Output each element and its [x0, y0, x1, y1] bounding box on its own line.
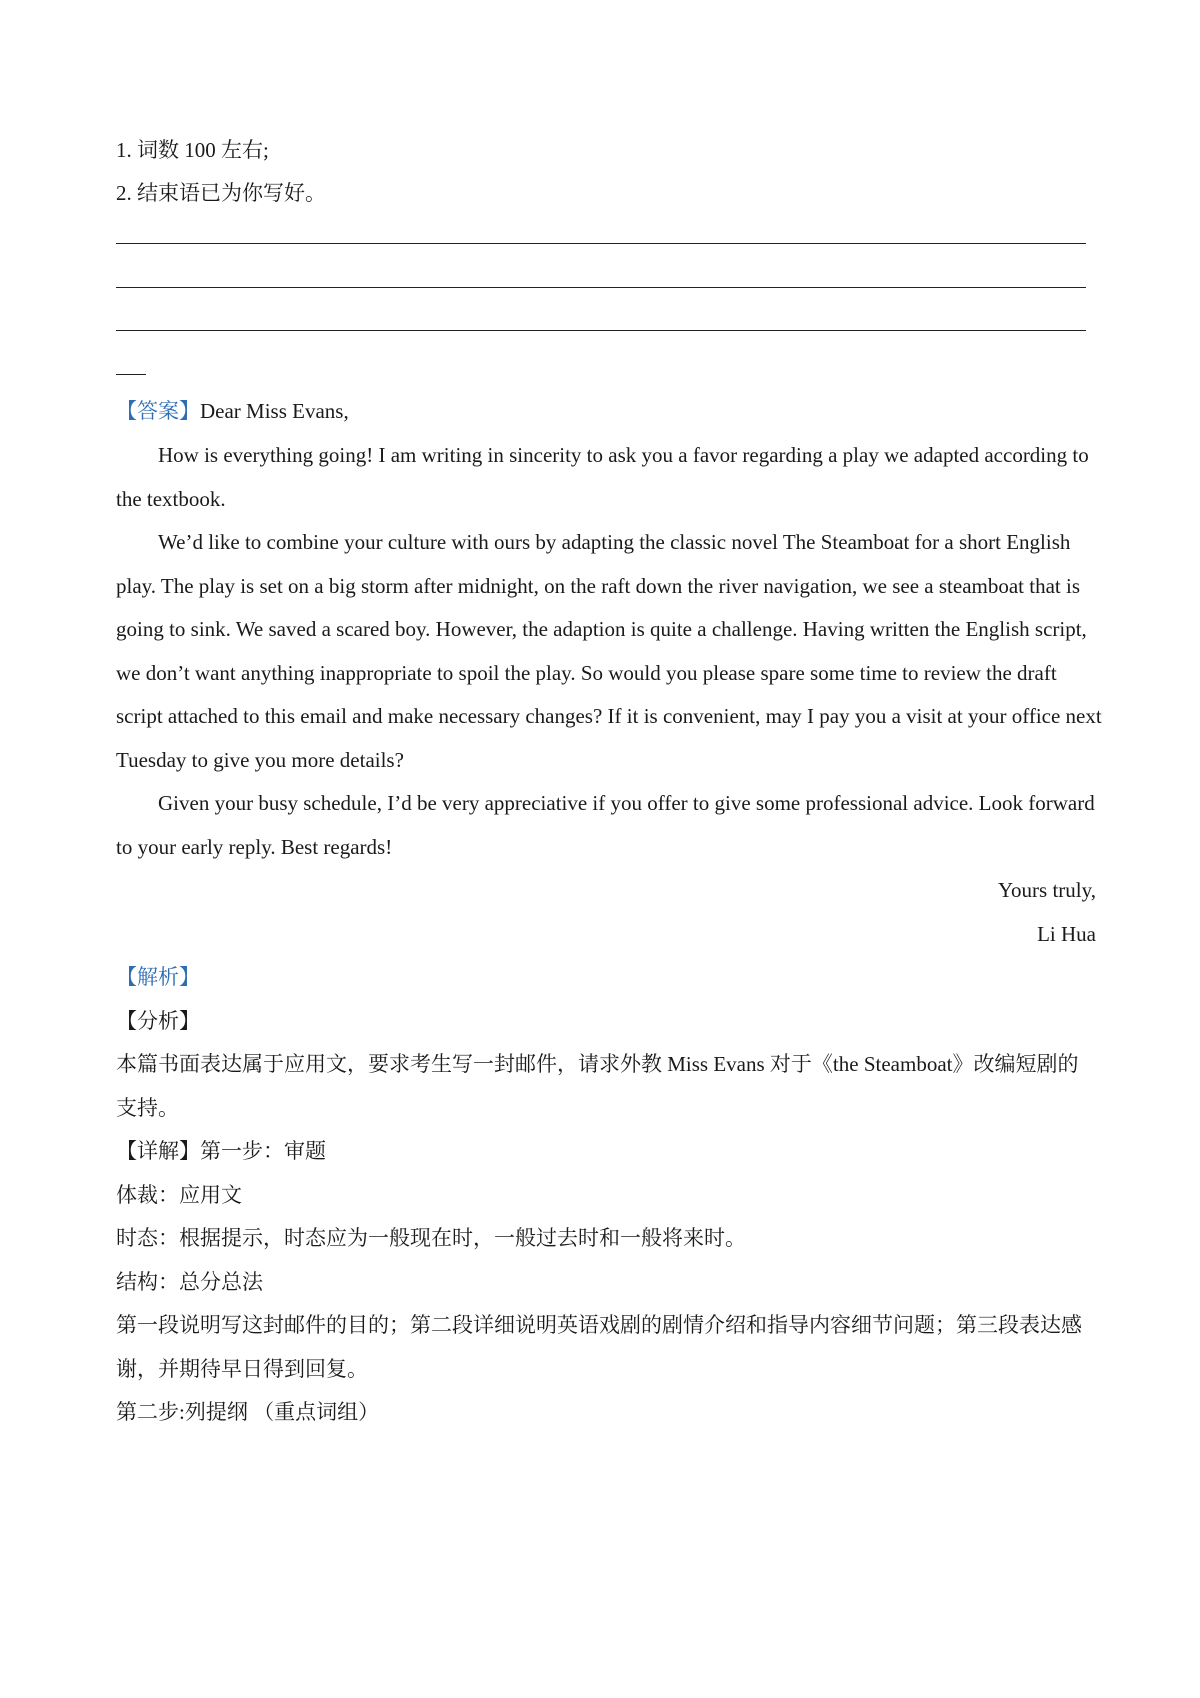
requirement-2: 2. 结束语已为你写好。	[116, 181, 326, 205]
fenxi-tag: 【分析】	[116, 1009, 200, 1033]
salutation: Dear Miss Evans,	[200, 399, 349, 423]
detail-heading	[116, 1137, 1096, 1165]
answer-blank-line-1	[116, 243, 1086, 244]
answer-blank-line-2	[116, 287, 1086, 288]
answer-line: Given your busy schedule, I’d be very appreciative if you offer to give some professional advice. Look forward	[158, 791, 1095, 815]
closing: Yours truly,	[997, 878, 1096, 902]
tense-line: 时态：根据提示，时态应为一般现在时，一般过去时和一般将来时。	[116, 1226, 746, 1250]
genre-line: 体裁：应用文	[116, 1183, 242, 1207]
signature: Li Hua	[1037, 922, 1096, 946]
structure-line: 结构：总分总法	[116, 1270, 263, 1294]
fenxi-line: 本篇书面表达属于应用文，要求考生写一封邮件，请求外教 Miss Evans 对于《the Steamboat》改编短剧的	[116, 1052, 1079, 1076]
detail-step1: 第一步：审题	[200, 1139, 326, 1163]
requirement-1: 1. 词数 100 左右;	[116, 138, 269, 162]
fenxi-line: 支持。	[116, 1096, 179, 1120]
answer-blank-line-end	[116, 374, 146, 375]
answer-line: We’d like to combine your culture with ours by adapting the classic novel The Steamboat for a short English	[158, 530, 1071, 554]
structure-detail-line: 谢，并期待早日得到回复。	[116, 1357, 368, 1381]
analysis-tag: 【解析】	[116, 965, 200, 989]
answer-blank-line-3	[116, 330, 1086, 331]
answer-salutation-line	[116, 397, 1096, 425]
answer-line: to your early reply. Best regards!	[116, 835, 393, 859]
answer-line: script attached to this email and make necessary changes? If it is convenient, may I pay you a visit at your office next	[116, 704, 1102, 728]
step2-line: 第二步:列提纲 （重点词组）	[116, 1400, 380, 1424]
structure-detail-line: 第一段说明写这封邮件的目的；第二段详细说明英语戏剧的剧情介绍和指导内容细节问题；第三段表达感	[116, 1313, 1082, 1337]
answer-tag: 【答案】	[116, 399, 200, 423]
answer-line: we don’t want anything inappropriate to spoil the play. So would you please spare some time to review the draft	[116, 661, 1057, 685]
answer-line: the textbook.	[116, 487, 226, 511]
answer-line: Tuesday to give you more details?	[116, 748, 404, 772]
detail-tag: 【详解】	[116, 1139, 200, 1163]
answer-line: going to sink. We saved a scared boy. However, the adaption is quite a challenge. Having written the English script,	[116, 617, 1087, 641]
answer-line: How is everything going! I am writing in sincerity to ask you a favor regarding a play we adapted according to	[158, 443, 1089, 467]
answer-line: play. The play is set on a big storm after midnight, on the raft down the river navigation, we see a steamboat that is	[116, 574, 1081, 598]
